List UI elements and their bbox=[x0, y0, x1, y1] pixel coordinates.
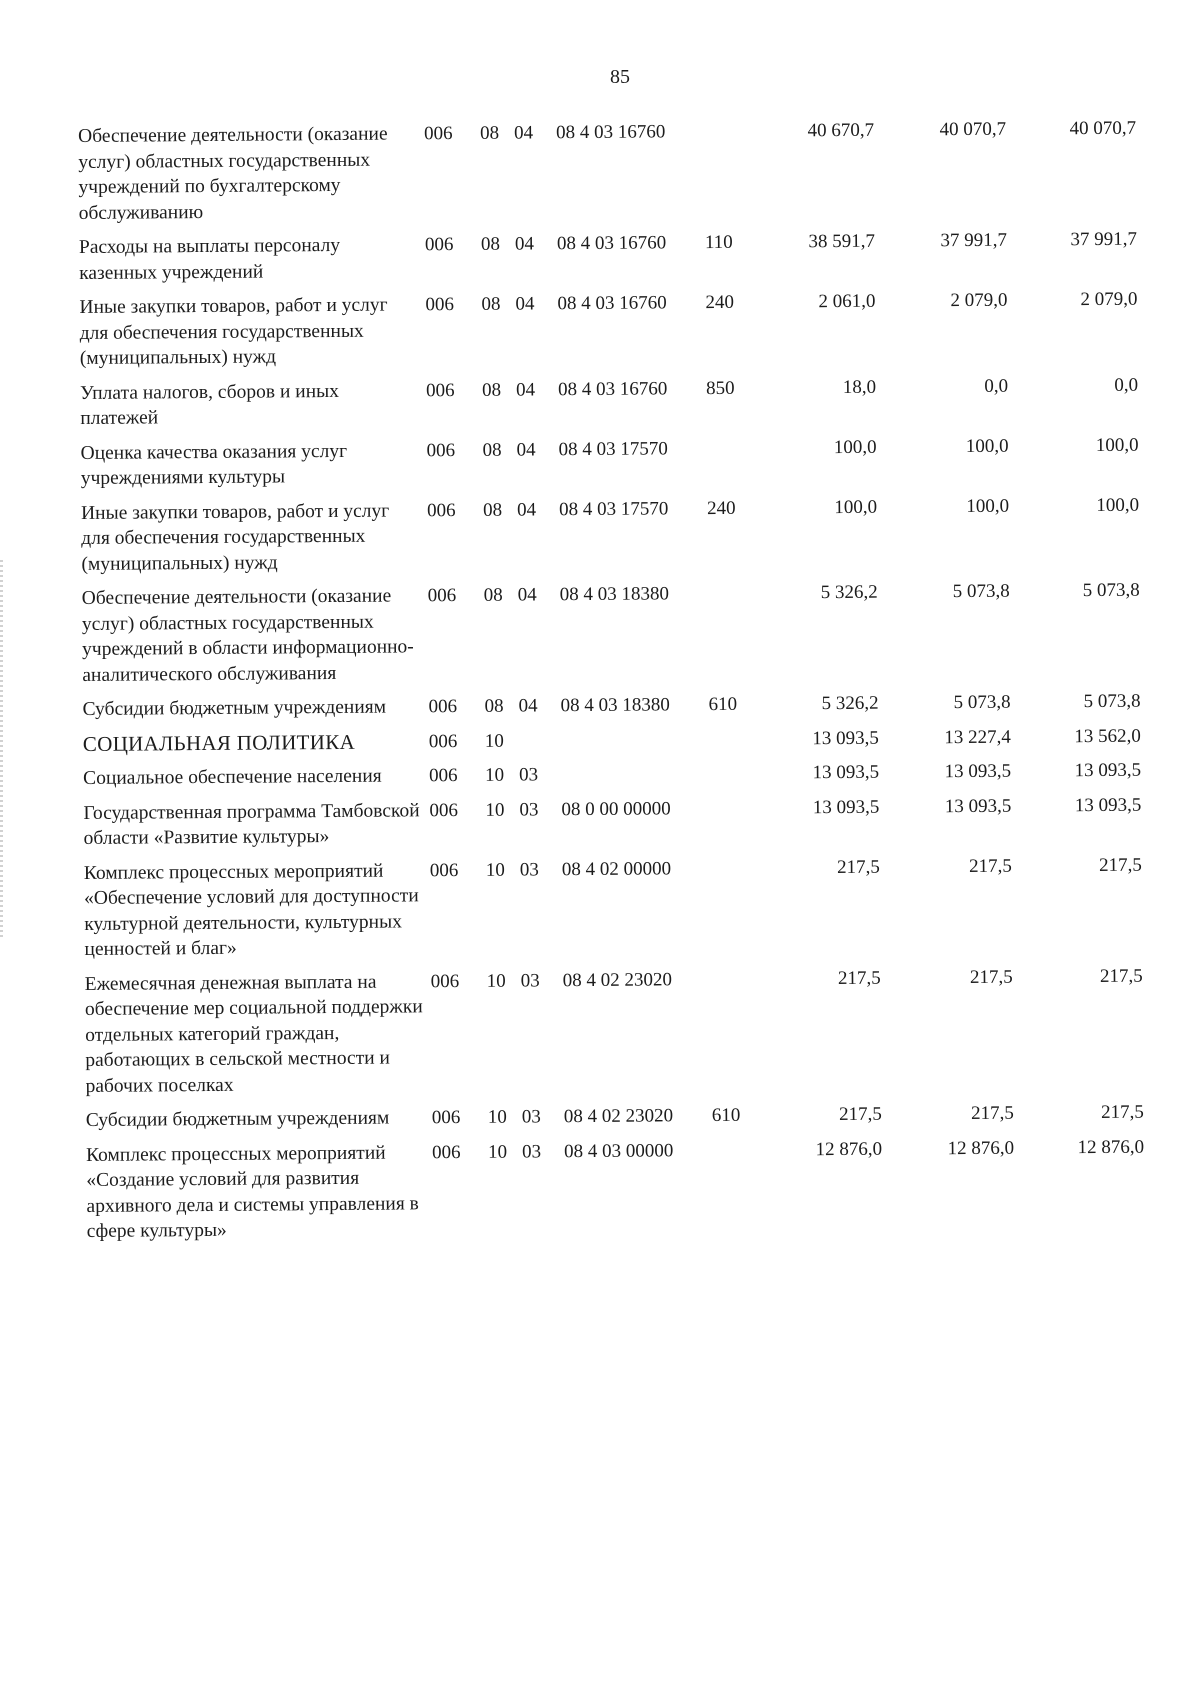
row-section-code: 08 bbox=[483, 584, 503, 606]
row-subsection-code: 03 bbox=[520, 969, 540, 992]
table-row bbox=[82, 577, 1183, 688]
row-name: СОЦИАЛЬНАЯ ПОЛИТИКА bbox=[82, 729, 356, 756]
budget-table bbox=[78, 115, 1187, 1253]
row-section-code: 08 bbox=[482, 379, 502, 401]
row-amount-year-2: 40 070,7 bbox=[939, 118, 1007, 141]
row-amount-year-1: 217,5 bbox=[837, 967, 881, 989]
table-row bbox=[81, 492, 1182, 577]
row-name: Государственная программа Тамбовской области «Развитие культуры» bbox=[83, 799, 420, 849]
row-name: Ежемесячная денежная выплата на обеспечение мер социальной поддержки отдельных категорий граждан, работающих в сельской местности и рабочих поселках bbox=[84, 971, 423, 1097]
section-row bbox=[83, 723, 1183, 757]
row-amount-year-2: 37 991,7 bbox=[940, 229, 1008, 252]
row-amount-year-3: 5 073,8 bbox=[1082, 579, 1140, 602]
row-amount-year-2: 100,0 bbox=[965, 435, 1009, 457]
row-grbs-code: 006 bbox=[426, 439, 456, 461]
row-subsection-code: 03 bbox=[519, 764, 539, 786]
row-grbs-code: 006 bbox=[428, 696, 458, 718]
row-grbs-code: 006 bbox=[429, 765, 458, 787]
row-subsection-code: 03 bbox=[519, 858, 539, 881]
row-name: Комплекс процессных мероприятий «Обеспечение условий для доступности культурной деятельности, культурных ценностей и благ» bbox=[83, 860, 419, 960]
row-section-code: 08 bbox=[482, 439, 502, 461]
row-subsection-code: 04 bbox=[514, 233, 535, 255]
row-amount-year-3: 13 562,0 bbox=[1074, 725, 1141, 747]
row-amount-year-3: 217,5 bbox=[1099, 854, 1142, 876]
row-amount-year-2: 5 073,8 bbox=[952, 580, 1010, 603]
row-grbs-code: 006 bbox=[426, 499, 456, 521]
row-amount-year-3: 100,0 bbox=[1095, 434, 1139, 456]
row-name: Оценка качества оказания услуг учреждениями культуры bbox=[80, 440, 348, 489]
table-row bbox=[78, 115, 1179, 226]
table-row bbox=[79, 226, 1179, 286]
row-amount-year-3: 100,0 bbox=[1096, 494, 1140, 516]
row-grbs-code: 006 bbox=[425, 294, 455, 316]
row-section-code: 10 bbox=[485, 799, 505, 821]
row-amount-year-1: 18,0 bbox=[842, 376, 877, 398]
table-row bbox=[85, 963, 1186, 1099]
row-section-code: 08 bbox=[480, 233, 501, 255]
row-amount-year-1: 40 670,7 bbox=[807, 119, 875, 142]
scan-edge-artifact bbox=[0, 560, 3, 940]
row-name: Социальное обеспечение населения bbox=[83, 765, 382, 789]
row-expense-type-code: 110 bbox=[704, 231, 733, 254]
table-row bbox=[84, 852, 1185, 963]
row-target-article-code bbox=[561, 727, 709, 728]
row-target-article-code: 08 4 03 16760 bbox=[557, 292, 667, 315]
row-grbs-code: 006 bbox=[432, 1141, 461, 1163]
row-amount-year-3: 13 093,5 bbox=[1074, 794, 1142, 816]
row-name: Обеспечение деятельности (оказание услуг) областных государственных учреждений в области информационно-аналитического обслуживания bbox=[81, 585, 414, 686]
row-expense-type-code: 240 bbox=[705, 291, 735, 314]
row-expense-type-code: 610 bbox=[711, 1104, 741, 1127]
row-amount-year-2: 12 876,0 bbox=[947, 1137, 1015, 1159]
row-grbs-code: 006 bbox=[424, 234, 454, 256]
table-row bbox=[80, 372, 1180, 432]
row-subsection-code: 04 bbox=[516, 438, 536, 461]
row-amount-year-1: 13 093,5 bbox=[812, 796, 880, 818]
row-subsection-code: 04 bbox=[516, 378, 536, 401]
table-row bbox=[86, 1099, 1186, 1133]
row-target-article-code: 08 4 03 18380 bbox=[559, 583, 670, 606]
table-row bbox=[83, 757, 1183, 791]
row-amount-year-2: 2 079,0 bbox=[950, 289, 1008, 312]
row-amount-year-3: 40 070,7 bbox=[1069, 117, 1137, 140]
row-section-code: 08 bbox=[481, 293, 501, 315]
row-amount-year-3: 12 876,0 bbox=[1077, 1136, 1145, 1158]
row-subsection-code: 04 bbox=[517, 584, 537, 606]
row-target-article-code: 08 4 03 18380 bbox=[560, 694, 670, 717]
row-section-code: 10 bbox=[487, 1106, 507, 1128]
row-subsection-code: 04 bbox=[515, 293, 535, 315]
row-name: Уплата налогов, сборов и иных платежей bbox=[80, 380, 340, 429]
row-expense-type-code: 240 bbox=[706, 497, 736, 519]
row-name: Иные закупки товаров, работ и услуг для обеспечения государственных (муниципальных) нужд bbox=[79, 294, 388, 369]
row-grbs-code: 006 bbox=[430, 970, 460, 992]
row-section-code: 10 bbox=[485, 764, 505, 786]
page-number: 85 bbox=[610, 66, 630, 88]
row-amount-year-1: 12 876,0 bbox=[815, 1138, 883, 1160]
row-amount-year-2: 0,0 bbox=[984, 375, 1009, 397]
row-expense-type-code: 610 bbox=[708, 693, 738, 716]
row-target-article-code: 08 0 00 00000 bbox=[561, 797, 671, 820]
row-grbs-code: 006 bbox=[424, 123, 453, 145]
row-target-article-code: 08 4 03 17570 bbox=[558, 497, 669, 520]
row-grbs-code: 006 bbox=[429, 799, 458, 821]
row-name: Комплекс процессных мероприятий «Создание условий для развития архивного дела и системы управления в сфере культуры» bbox=[86, 1142, 419, 1242]
row-amount-year-3: 217,5 bbox=[1100, 1101, 1144, 1123]
row-grbs-code: 006 bbox=[427, 585, 457, 607]
row-amount-year-1: 5 326,2 bbox=[821, 692, 879, 715]
row-amount-year-3: 37 991,7 bbox=[1070, 228, 1138, 251]
row-amount-year-3: 0,0 bbox=[1114, 374, 1139, 396]
row-amount-year-1: 13 093,5 bbox=[812, 727, 879, 749]
row-amount-year-1: 217,5 bbox=[838, 1103, 882, 1126]
row-amount-year-1: 217,5 bbox=[837, 856, 880, 878]
table-row bbox=[86, 1134, 1187, 1245]
row-target-article-code: 08 4 03 17570 bbox=[558, 437, 668, 460]
row-grbs-code: 006 bbox=[429, 859, 459, 881]
row-amount-year-1: 2 061,0 bbox=[818, 290, 876, 313]
row-target-article-code: 08 4 02 23020 bbox=[563, 1105, 674, 1128]
row-name: Обеспечение деятельности (оказание услуг) областных государственных учреждений по бухгалтерскому обслуживанию bbox=[78, 123, 388, 224]
row-amount-year-1: 13 093,5 bbox=[812, 761, 880, 784]
table-row bbox=[83, 688, 1183, 722]
table-row bbox=[80, 432, 1180, 492]
row-section-code: 08 bbox=[482, 499, 503, 521]
row-expense-type-code: 850 bbox=[706, 377, 735, 399]
row-amount-year-3: 2 079,0 bbox=[1080, 288, 1138, 311]
row-target-article-code: 08 4 03 16760 bbox=[558, 377, 668, 400]
row-section-code: 10 bbox=[484, 730, 504, 752]
row-subsection-code: 03 bbox=[519, 798, 539, 821]
row-amount-year-3: 5 073,8 bbox=[1083, 690, 1141, 713]
row-target-article-code: 08 4 02 23020 bbox=[562, 968, 673, 991]
row-amount-year-1: 100,0 bbox=[833, 436, 877, 458]
row-amount-year-2: 217,5 bbox=[969, 855, 1012, 877]
row-section-code: 10 bbox=[488, 1141, 508, 1163]
row-amount-year-2: 217,5 bbox=[970, 1102, 1014, 1125]
row-amount-year-2: 100,0 bbox=[966, 495, 1010, 517]
row-grbs-code: 006 bbox=[426, 379, 455, 401]
row-subsection-code: 03 bbox=[521, 1106, 541, 1128]
row-target-article-code: 08 4 02 00000 bbox=[561, 857, 672, 880]
row-section-code: 08 bbox=[480, 122, 500, 144]
row-target-article-code: 08 4 03 00000 bbox=[564, 1139, 674, 1162]
row-subsection-code: 04 bbox=[516, 498, 537, 521]
row-grbs-code: 006 bbox=[431, 1107, 461, 1129]
row-grbs-code: 006 bbox=[428, 730, 458, 752]
row-target-article-code: 08 4 03 16760 bbox=[556, 232, 667, 255]
row-amount-year-3: 13 093,5 bbox=[1074, 759, 1142, 782]
row-amount-year-2: 5 073,8 bbox=[953, 691, 1011, 714]
row-target-article-code: 08 4 03 16760 bbox=[556, 121, 666, 144]
row-amount-year-2: 217,5 bbox=[969, 966, 1013, 988]
row-section-code: 10 bbox=[486, 970, 506, 992]
row-name: Расходы на выплаты персоналу казенных учреждений bbox=[78, 234, 341, 284]
row-subsection-code: 04 bbox=[518, 695, 538, 717]
table-row bbox=[83, 792, 1183, 852]
row-section-code: 08 bbox=[484, 695, 504, 717]
row-amount-year-1: 5 326,2 bbox=[820, 581, 878, 604]
row-amount-year-1: 38 591,7 bbox=[808, 230, 876, 253]
row-amount-year-3: 217,5 bbox=[1099, 965, 1143, 987]
table-row bbox=[79, 286, 1180, 371]
row-target-article-code bbox=[561, 761, 709, 762]
row-subsection-code: 04 bbox=[514, 122, 534, 144]
row-name: Субсидии бюджетным учреждениям bbox=[85, 1107, 390, 1131]
row-amount-year-2: 13 093,5 bbox=[944, 760, 1012, 783]
row-section-code: 10 bbox=[485, 859, 505, 881]
row-name: Субсидии бюджетным учреждениям bbox=[82, 696, 387, 720]
row-amount-year-2: 13 093,5 bbox=[944, 795, 1012, 817]
row-amount-year-2: 13 227,4 bbox=[944, 726, 1011, 748]
row-subsection-code: 03 bbox=[522, 1140, 542, 1163]
row-amount-year-1: 100,0 bbox=[834, 496, 878, 518]
row-name: Иные закупки товаров, работ и услуг для обеспечения государственных (муниципальных) нужд bbox=[80, 500, 390, 575]
